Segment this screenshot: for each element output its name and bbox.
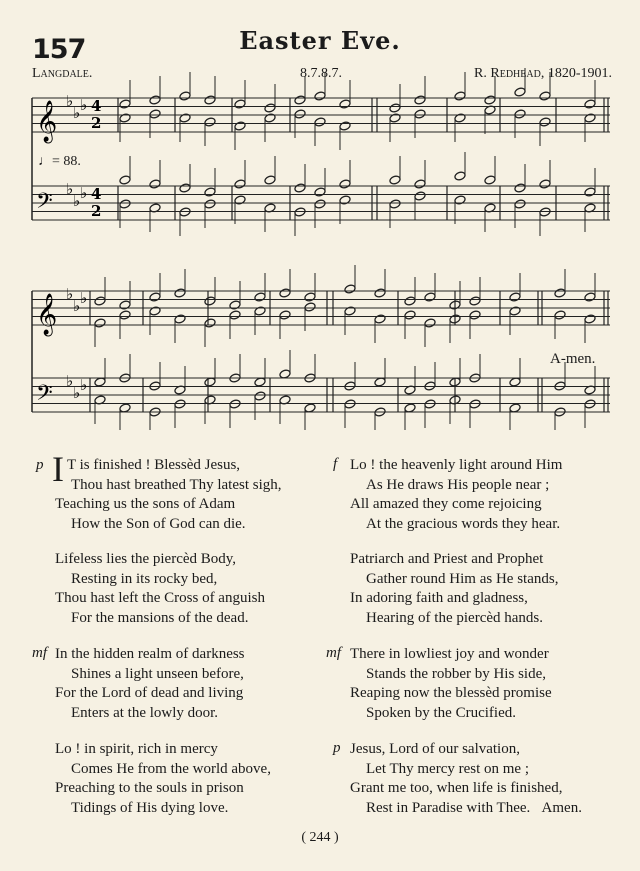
note-head xyxy=(304,302,316,312)
verse-line: T is finished ! Blessèd Jesus, xyxy=(67,457,241,473)
flat-sign: ♭ xyxy=(73,192,81,210)
hymn-number: 157 xyxy=(32,34,86,65)
flat-sign: ♭ xyxy=(66,180,74,198)
note-head xyxy=(339,195,351,205)
note-head xyxy=(294,183,306,193)
bass-clef: 𝄢 xyxy=(36,381,53,411)
flat-sign: ♭ xyxy=(80,96,88,114)
treble-clef: 𝄞 xyxy=(36,101,58,142)
note-head xyxy=(454,171,466,181)
note-head xyxy=(404,310,416,320)
flat-sign: ♭ xyxy=(66,285,74,303)
note-head xyxy=(204,95,216,105)
verse-3-dynamic: mf xyxy=(32,645,47,661)
note-head xyxy=(204,296,216,306)
verse-line: Grant me too, when life is finished, xyxy=(350,780,563,796)
note-head xyxy=(149,95,161,105)
verse-line-text: Rest in Paradise with Thee. xyxy=(366,799,531,816)
note-head xyxy=(149,109,161,119)
verse-line: For the mansions of the dead. xyxy=(71,609,249,626)
clefs xyxy=(36,92,87,411)
verse-line: There in lowliest joy and wonder xyxy=(350,646,549,662)
verse-line xyxy=(350,799,582,819)
note-head xyxy=(539,179,551,189)
verse-line: Thou hast breathed Thy latest sigh, xyxy=(71,476,282,493)
flat-sign: ♭ xyxy=(80,289,88,307)
note-head xyxy=(204,318,216,328)
verse-line: Thou hast left the Cross of anguish xyxy=(55,590,265,606)
note-head xyxy=(229,300,241,310)
verse-1-dynamic: p xyxy=(36,457,44,473)
note-head xyxy=(339,99,351,109)
note-head xyxy=(454,113,466,123)
note-head xyxy=(174,314,186,324)
note-head xyxy=(414,179,426,189)
note-head xyxy=(454,91,466,101)
note-head xyxy=(264,175,276,185)
composer-initial: R. xyxy=(474,66,487,81)
verse-1-dropcap: I xyxy=(52,449,64,489)
note-head xyxy=(229,310,241,320)
note-head xyxy=(389,103,401,113)
verse-line: Stands the robber by His side, xyxy=(366,665,546,682)
note-head xyxy=(414,95,426,105)
barlines xyxy=(32,98,608,412)
verse-line: Comes He from the world above, xyxy=(71,760,271,777)
verse-line: Patriarch and Priest and Prophet xyxy=(350,551,544,567)
verse-line: Spoken by the Crucified. xyxy=(366,704,516,721)
note-head xyxy=(484,175,496,185)
note-head xyxy=(509,306,521,316)
note-head xyxy=(314,91,326,101)
note-head xyxy=(179,91,191,101)
note-head xyxy=(539,117,551,127)
flat-sign: ♭ xyxy=(80,184,88,202)
note-head xyxy=(119,199,131,209)
note-head xyxy=(314,199,326,209)
note-head xyxy=(424,318,436,328)
note-head xyxy=(404,296,416,306)
flat-sign: ♭ xyxy=(80,376,88,394)
note-head xyxy=(554,310,566,320)
note-head xyxy=(174,288,186,298)
note-head xyxy=(119,175,131,185)
verse-4 xyxy=(55,740,271,818)
flat-sign: ♭ xyxy=(66,92,74,110)
verse-line: How the Son of God can die. xyxy=(71,515,246,532)
note-head xyxy=(344,284,356,294)
note-head xyxy=(389,175,401,185)
verse-line: Let Thy mercy rest on me ; xyxy=(366,760,530,777)
note-head xyxy=(314,187,326,197)
note-head xyxy=(374,314,386,324)
verse-line: In adoring faith and gladness, xyxy=(350,590,528,606)
note-head xyxy=(119,99,131,109)
verse-8 xyxy=(350,740,582,818)
note-head xyxy=(149,292,161,302)
flat-sign: ♭ xyxy=(73,297,81,315)
time-signature-top-2: 4 xyxy=(91,185,102,203)
note-head xyxy=(204,199,216,209)
note-head xyxy=(264,113,276,123)
amen-text: Amen. xyxy=(541,799,582,816)
note-head xyxy=(584,292,596,302)
note-head xyxy=(414,191,426,201)
note-head xyxy=(119,310,131,320)
verse-line: Lo ! in spirit, rich in mercy xyxy=(55,741,218,757)
time-signature-bottom-1: 2 xyxy=(91,114,102,132)
note-head xyxy=(294,109,306,119)
verse-line: Teaching us the sons of Adam xyxy=(55,496,236,512)
verse-8-dynamic: p xyxy=(333,740,341,756)
verse-line: Tidings of His dying love. xyxy=(71,799,229,816)
note-head xyxy=(514,87,526,97)
flat-sign: ♭ xyxy=(73,384,81,402)
note-head xyxy=(204,117,216,127)
note-head xyxy=(254,292,266,302)
treble-clef: 𝄞 xyxy=(36,294,58,335)
note-head xyxy=(469,296,481,306)
verse-line: As He draws His people near ; xyxy=(366,476,550,493)
note-head xyxy=(584,187,596,197)
note-head xyxy=(539,91,551,101)
composer-dates: , 1820-1901. xyxy=(540,66,612,81)
tempo-marking: ♩= 88. xyxy=(38,154,81,169)
verse-line: Enters at the lowly door. xyxy=(71,704,219,721)
hymn-title: Easter Eve. xyxy=(239,26,401,55)
note-head xyxy=(204,187,216,197)
verse-7 xyxy=(350,645,552,723)
verse-line: All amazed they come rejoicing xyxy=(350,496,542,512)
verse-line: For the Lord of dead and living xyxy=(55,685,244,701)
note-head xyxy=(469,310,481,320)
note-head xyxy=(389,113,401,123)
verse-line: Gather round Him as He stands, xyxy=(366,570,559,587)
flat-sign: ♭ xyxy=(66,372,74,390)
note-head xyxy=(279,310,291,320)
verse-5 xyxy=(350,456,562,534)
flat-sign: ♭ xyxy=(73,104,81,122)
note-head xyxy=(234,99,246,109)
note-head xyxy=(179,183,191,193)
note-head xyxy=(179,113,191,123)
note-head xyxy=(149,306,161,316)
note-head xyxy=(94,318,106,328)
note-head xyxy=(514,183,526,193)
verse-line: Hearing of the piercèd hands. xyxy=(366,609,544,626)
note-head xyxy=(314,117,326,127)
note-head xyxy=(149,179,161,189)
note-head xyxy=(584,113,596,123)
note-head xyxy=(264,103,276,113)
note-head xyxy=(119,300,131,310)
verse-line: In the hidden realm of darkness xyxy=(55,646,245,662)
verse-line: Jesus, Lord of our salvation, xyxy=(350,741,520,757)
metre: 8.7.8.7. xyxy=(300,66,342,81)
note-head xyxy=(554,288,566,298)
staff-lines xyxy=(32,98,610,412)
note-head xyxy=(514,109,526,119)
note-head xyxy=(234,121,246,131)
note-head xyxy=(484,95,496,105)
verse-7-dynamic: mf xyxy=(326,645,341,661)
verse-3 xyxy=(55,645,245,723)
note-head xyxy=(254,306,266,316)
note-head xyxy=(344,306,356,316)
note-head xyxy=(234,179,246,189)
verse-5-dynamic: f xyxy=(333,456,338,472)
time-signature-top-1: 4 xyxy=(91,97,102,115)
note-head xyxy=(294,95,306,105)
note-head xyxy=(584,99,596,109)
note-head xyxy=(279,288,291,298)
verse-line: Reaping now the blessèd promise xyxy=(350,685,552,701)
time-signature-bottom-2: 2 xyxy=(91,202,102,220)
music-score xyxy=(0,0,640,430)
verse-line: Lo ! the heavenly light around Him xyxy=(350,457,563,473)
note-head xyxy=(424,292,436,302)
notes xyxy=(94,68,596,430)
note-head xyxy=(414,109,426,119)
note-head xyxy=(339,121,351,131)
verse-6 xyxy=(350,550,558,628)
note-head xyxy=(509,292,521,302)
bass-clef: 𝄢 xyxy=(36,189,53,219)
note-head xyxy=(514,199,526,209)
note-head xyxy=(254,391,266,401)
verse-line: Lifeless lies the piercèd Body, xyxy=(55,551,237,567)
page-number: ( 244 ) xyxy=(301,830,339,845)
note-head xyxy=(304,292,316,302)
amen-lyric: A-men. xyxy=(550,351,596,367)
note-head xyxy=(389,199,401,209)
verse-1 xyxy=(55,456,282,534)
composer-name: Redhead xyxy=(490,66,541,81)
note-head xyxy=(339,179,351,189)
verse-line: Shines a light unseen before, xyxy=(71,665,244,682)
note-head xyxy=(584,314,596,324)
tune-name: Langdale. xyxy=(32,66,93,81)
verse-2 xyxy=(55,550,265,628)
verse-line: Preaching to the souls in prison xyxy=(55,780,244,796)
verse-line: At the gracious words they hear. xyxy=(366,515,561,532)
note-head xyxy=(374,288,386,298)
note-head xyxy=(119,113,131,123)
verse-line: Resting in its rocky bed, xyxy=(71,570,218,587)
note-head xyxy=(234,195,246,205)
note-head xyxy=(94,296,106,306)
note-head xyxy=(454,195,466,205)
